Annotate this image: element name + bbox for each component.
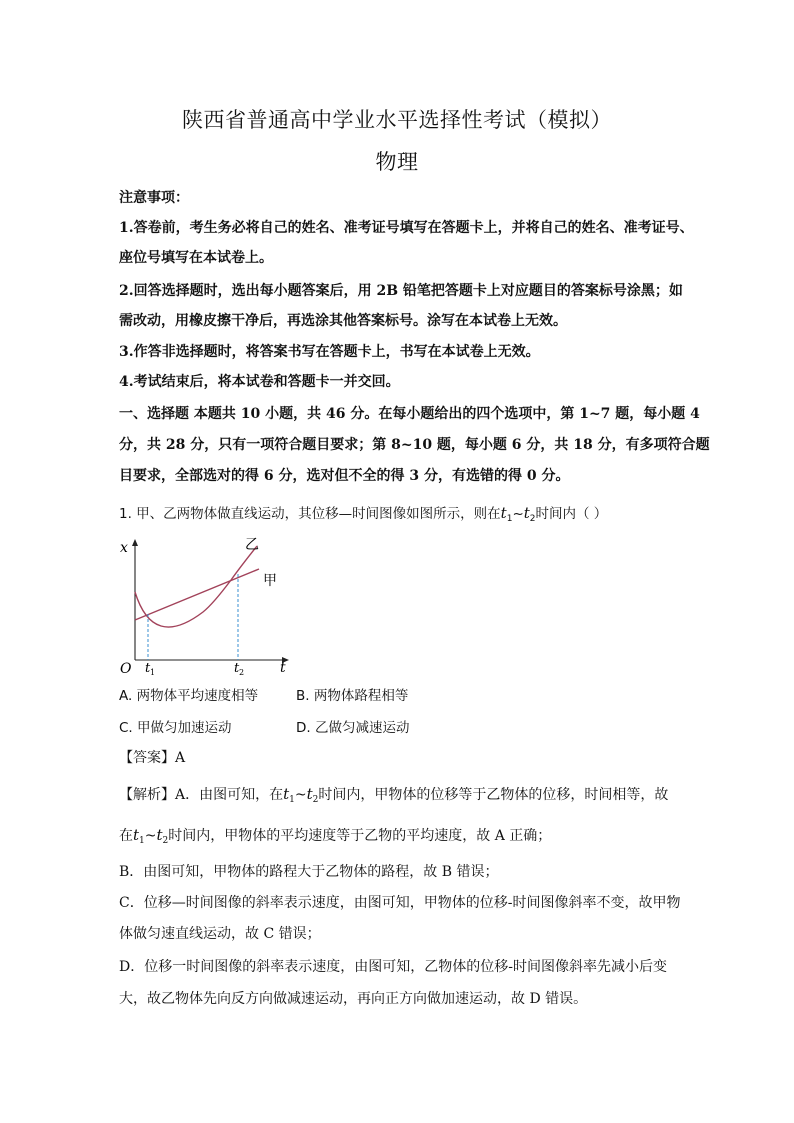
t1-symbol: t [133, 826, 140, 844]
analysis-text: 在 [119, 828, 133, 844]
t2-symbol: t [523, 504, 530, 522]
t1-symbol: t [283, 785, 290, 803]
displacement-time-graph [113, 532, 298, 677]
section-instructions: 分，共 28 分，只有一项符合题目要求；第 8~10 题，每小题 6 分，共 18 分，有多项符合题 [119, 437, 710, 453]
axis-t-label: t [280, 660, 286, 676]
analysis-line-5: 体做匀速直线运动，故 C 错误； [119, 926, 321, 942]
analysis-text: A．由图可知，在 [175, 787, 284, 803]
analysis-line-3: B．由图可知，甲物体的路程大于乙物体的路程，故 B 错误； [119, 864, 499, 880]
tilde: ~ [144, 828, 157, 844]
origin-label: O [120, 661, 132, 677]
section-instructions: 目要求，全部选对的得 6 分，选对但不全的得 3 分，有选错的得 0 分。 [119, 468, 570, 484]
notice-item: 3.作答非选择题时，将答案书写在答题卡上，书写在本试卷上无效。 [119, 344, 540, 360]
axis-x-label: x [120, 540, 128, 556]
t1-symbol: t [500, 504, 507, 522]
analysis-line-7: 大，故乙物体先向反方向做减速运动，再向正方向做加速运动，故 D 错误。 [119, 991, 588, 1007]
stem-pre: 1. 甲、乙两物体做直线运动，其位移—时间图像如图所示，则在 [119, 506, 501, 522]
tick-t1-sub: 1 [150, 668, 156, 677]
question-1-stem [119, 503, 679, 529]
tick-t2-sub: 2 [239, 668, 245, 677]
exam-title: 陕西省普通高中学业水平选择性考试（模拟） [182, 108, 612, 132]
option-d: D. 乙做匀减速运动 [296, 720, 410, 736]
tilde: ~ [294, 787, 307, 803]
notice-item: 4.考试结束后，将本试卷和答题卡一并交回。 [119, 374, 400, 390]
answer-value: A [175, 750, 186, 766]
label-jia: 甲 [263, 573, 277, 589]
subject-title: 物理 [375, 150, 419, 174]
option-a: A. 两物体平均速度相等 [119, 688, 259, 704]
analysis-line-4: C．位移—时间图像的斜率表示速度，由图可知，甲物体的位移-时间图像斜率不变，故甲物 [119, 895, 681, 911]
stem-post: 时间内（ ） [535, 506, 608, 522]
notice-item: 2.回答选择题时，选出每小题答案后，用 2B 铅笔把答题卡上对应题目的答案标号涂黑；如 [119, 283, 683, 299]
notice-item: 1.答卷前，考生务必将自己的姓名、准考证号填写在答题卡上，并将自己的姓名、准考证号、 [119, 220, 694, 236]
t2-symbol: t [156, 826, 163, 844]
analysis-line-1 [119, 784, 679, 810]
t1-sub: 1 [289, 795, 295, 805]
tick-t2: t [234, 661, 240, 676]
t1-sub: 1 [506, 514, 513, 524]
section-instructions: 一、选择题 本题共 10 小题，共 46 分。在每小题给出的四个选项中，第 1~7 题，每小题 4 [119, 406, 700, 422]
tick-t1: t [145, 661, 151, 676]
analysis-text: 时间内，甲物体的平均速度等于乙物的平均速度，故 A 正确； [168, 828, 552, 844]
analysis-line-6: D．位移一时间图像的斜率表示速度，由图可知，乙物体的位移-时间图像斜率先减小后变 [119, 959, 667, 975]
yi-curve [135, 546, 257, 627]
notice-item: 需改动，用橡皮擦干净后，再选涂其他答案标号。涂写在本试卷上无效。 [119, 313, 567, 329]
x-axis-arrow [132, 539, 138, 546]
notice-heading: 注意事项： [119, 190, 189, 206]
answer-tag: 【答案】 [119, 750, 175, 766]
t2-symbol: t [306, 785, 313, 803]
answer-line [119, 748, 679, 768]
label-yi: 乙 [245, 537, 259, 553]
jia-line [135, 569, 259, 620]
notice-item: 座位号填写在本试卷上。 [119, 250, 273, 266]
tilde: ~ [512, 506, 524, 522]
t2-sub: 2 [312, 795, 319, 805]
t1-sub: 1 [139, 836, 145, 846]
analysis-text: 时间内，甲物体的位移等于乙物体的位移，时间相等，故 [318, 787, 669, 803]
option-b: B. 两物体路程相等 [296, 688, 409, 704]
option-c: C. 甲做匀加速运动 [119, 720, 232, 736]
t2-sub: 2 [529, 514, 536, 524]
t2-sub: 2 [162, 836, 169, 846]
analysis-tag: 【解析】 [119, 787, 175, 803]
analysis-line-2 [119, 825, 679, 851]
